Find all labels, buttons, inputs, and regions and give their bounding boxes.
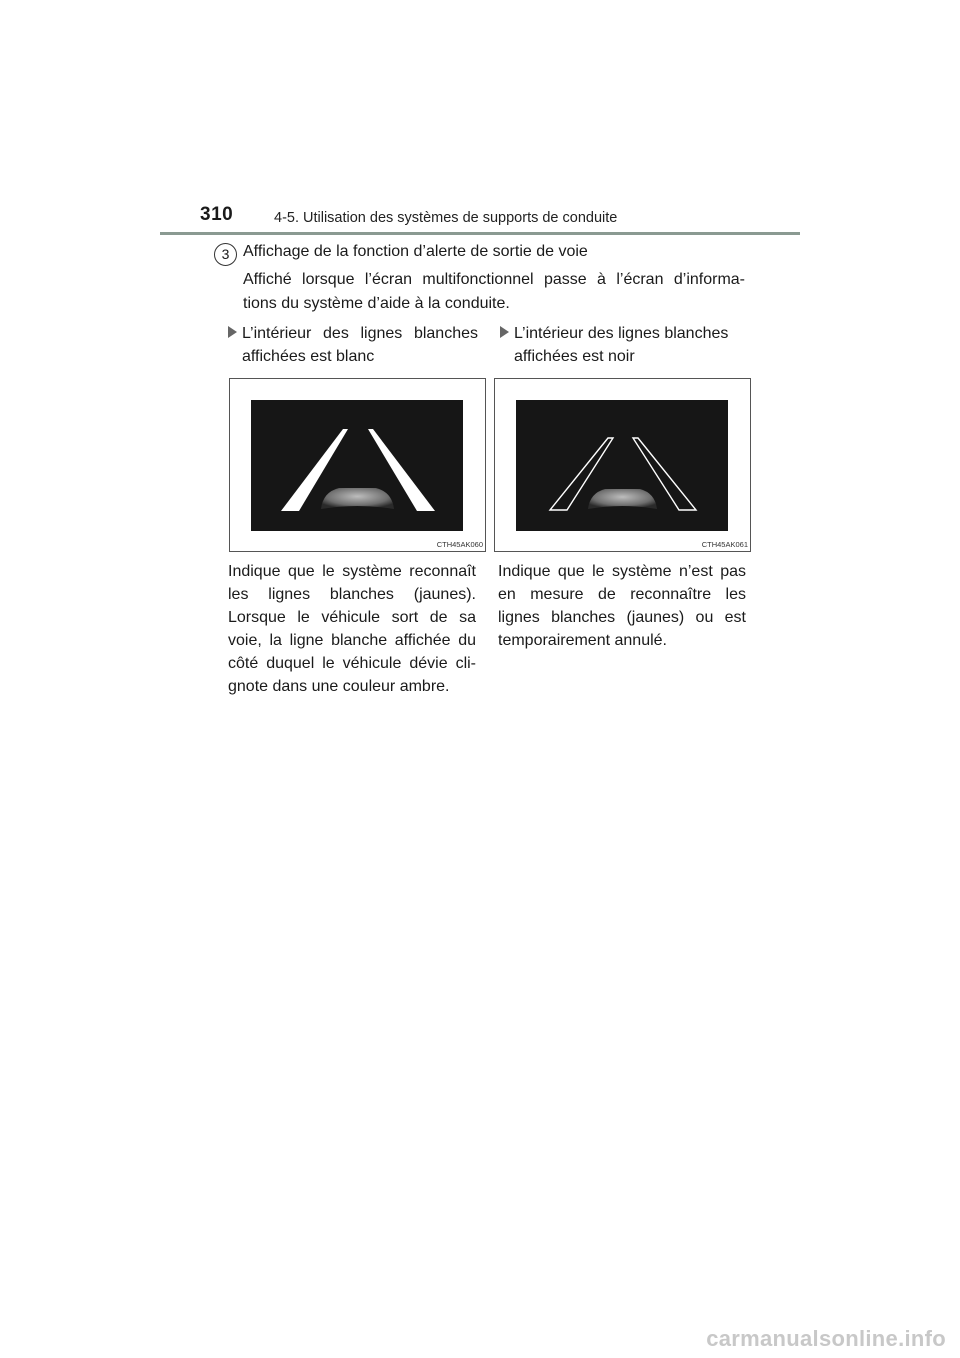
figure-code: CTH45AK061 <box>701 540 748 549</box>
caption-white-lines <box>228 560 476 698</box>
caption-line: côté duquel le véhicule dévie cli- <box>228 655 476 672</box>
section-header: 4-5. Utilisation des systèmes de supports de conduite <box>274 210 618 226</box>
figure-white-lines <box>229 378 486 552</box>
caption-line: les lignes blanches (jaunes). <box>228 586 476 603</box>
option-label-line: L’intérieur des lignes blanches <box>242 325 478 342</box>
vehicle-icon <box>588 489 657 509</box>
item-number-badge: 3 <box>214 243 237 266</box>
caption-line: Indique que le système reconnaît <box>228 563 476 580</box>
item-description-line: tions du système d’aide à la conduite. <box>243 295 510 312</box>
page-number: 310 <box>200 204 234 225</box>
multi-info-display <box>516 400 728 531</box>
footer-watermark: carmanualsonline.info <box>706 1326 946 1351</box>
option-label-line: affichées est noir <box>514 348 635 365</box>
caption-line: voie, la ligne blanche affichée du <box>228 632 476 649</box>
option-white-interior <box>228 322 478 368</box>
multi-info-display <box>251 400 463 531</box>
item-title: Affichage de la fonction d’alerte de sortie de voie <box>243 243 588 260</box>
header-rule <box>160 232 800 235</box>
caption-line: en mesure de reconnaître les <box>498 586 746 603</box>
vehicle-icon <box>321 488 394 509</box>
option-label <box>242 322 478 368</box>
option-label <box>514 322 748 368</box>
caption-line: gnote dans une couleur ambre. <box>228 678 450 695</box>
item-description <box>243 268 745 316</box>
triangle-bullet-icon <box>500 326 509 338</box>
option-label-line: affichées est blanc <box>242 348 375 365</box>
option-label-line: L’intérieur des lignes blanches <box>514 325 729 342</box>
caption-line: lignes blanches (jaunes) ou est <box>498 609 746 626</box>
caption-line: Lorsque le véhicule sort de sa <box>228 609 476 626</box>
caption-line: temporairement annulé. <box>498 632 667 649</box>
option-black-interior <box>500 322 748 368</box>
item-description-line: Affiché lorsque l’écran multifonctionnel passe à l’écran d’informa- <box>243 271 745 288</box>
figure-black-lines <box>494 378 751 552</box>
triangle-bullet-icon <box>228 326 237 338</box>
lane-display-illustration <box>516 400 728 531</box>
figure-code: CTH45AK060 <box>436 540 483 549</box>
caption-black-lines <box>498 560 746 652</box>
lane-display-illustration <box>251 400 463 531</box>
caption-line: Indique que le système n’est pas <box>498 563 746 580</box>
